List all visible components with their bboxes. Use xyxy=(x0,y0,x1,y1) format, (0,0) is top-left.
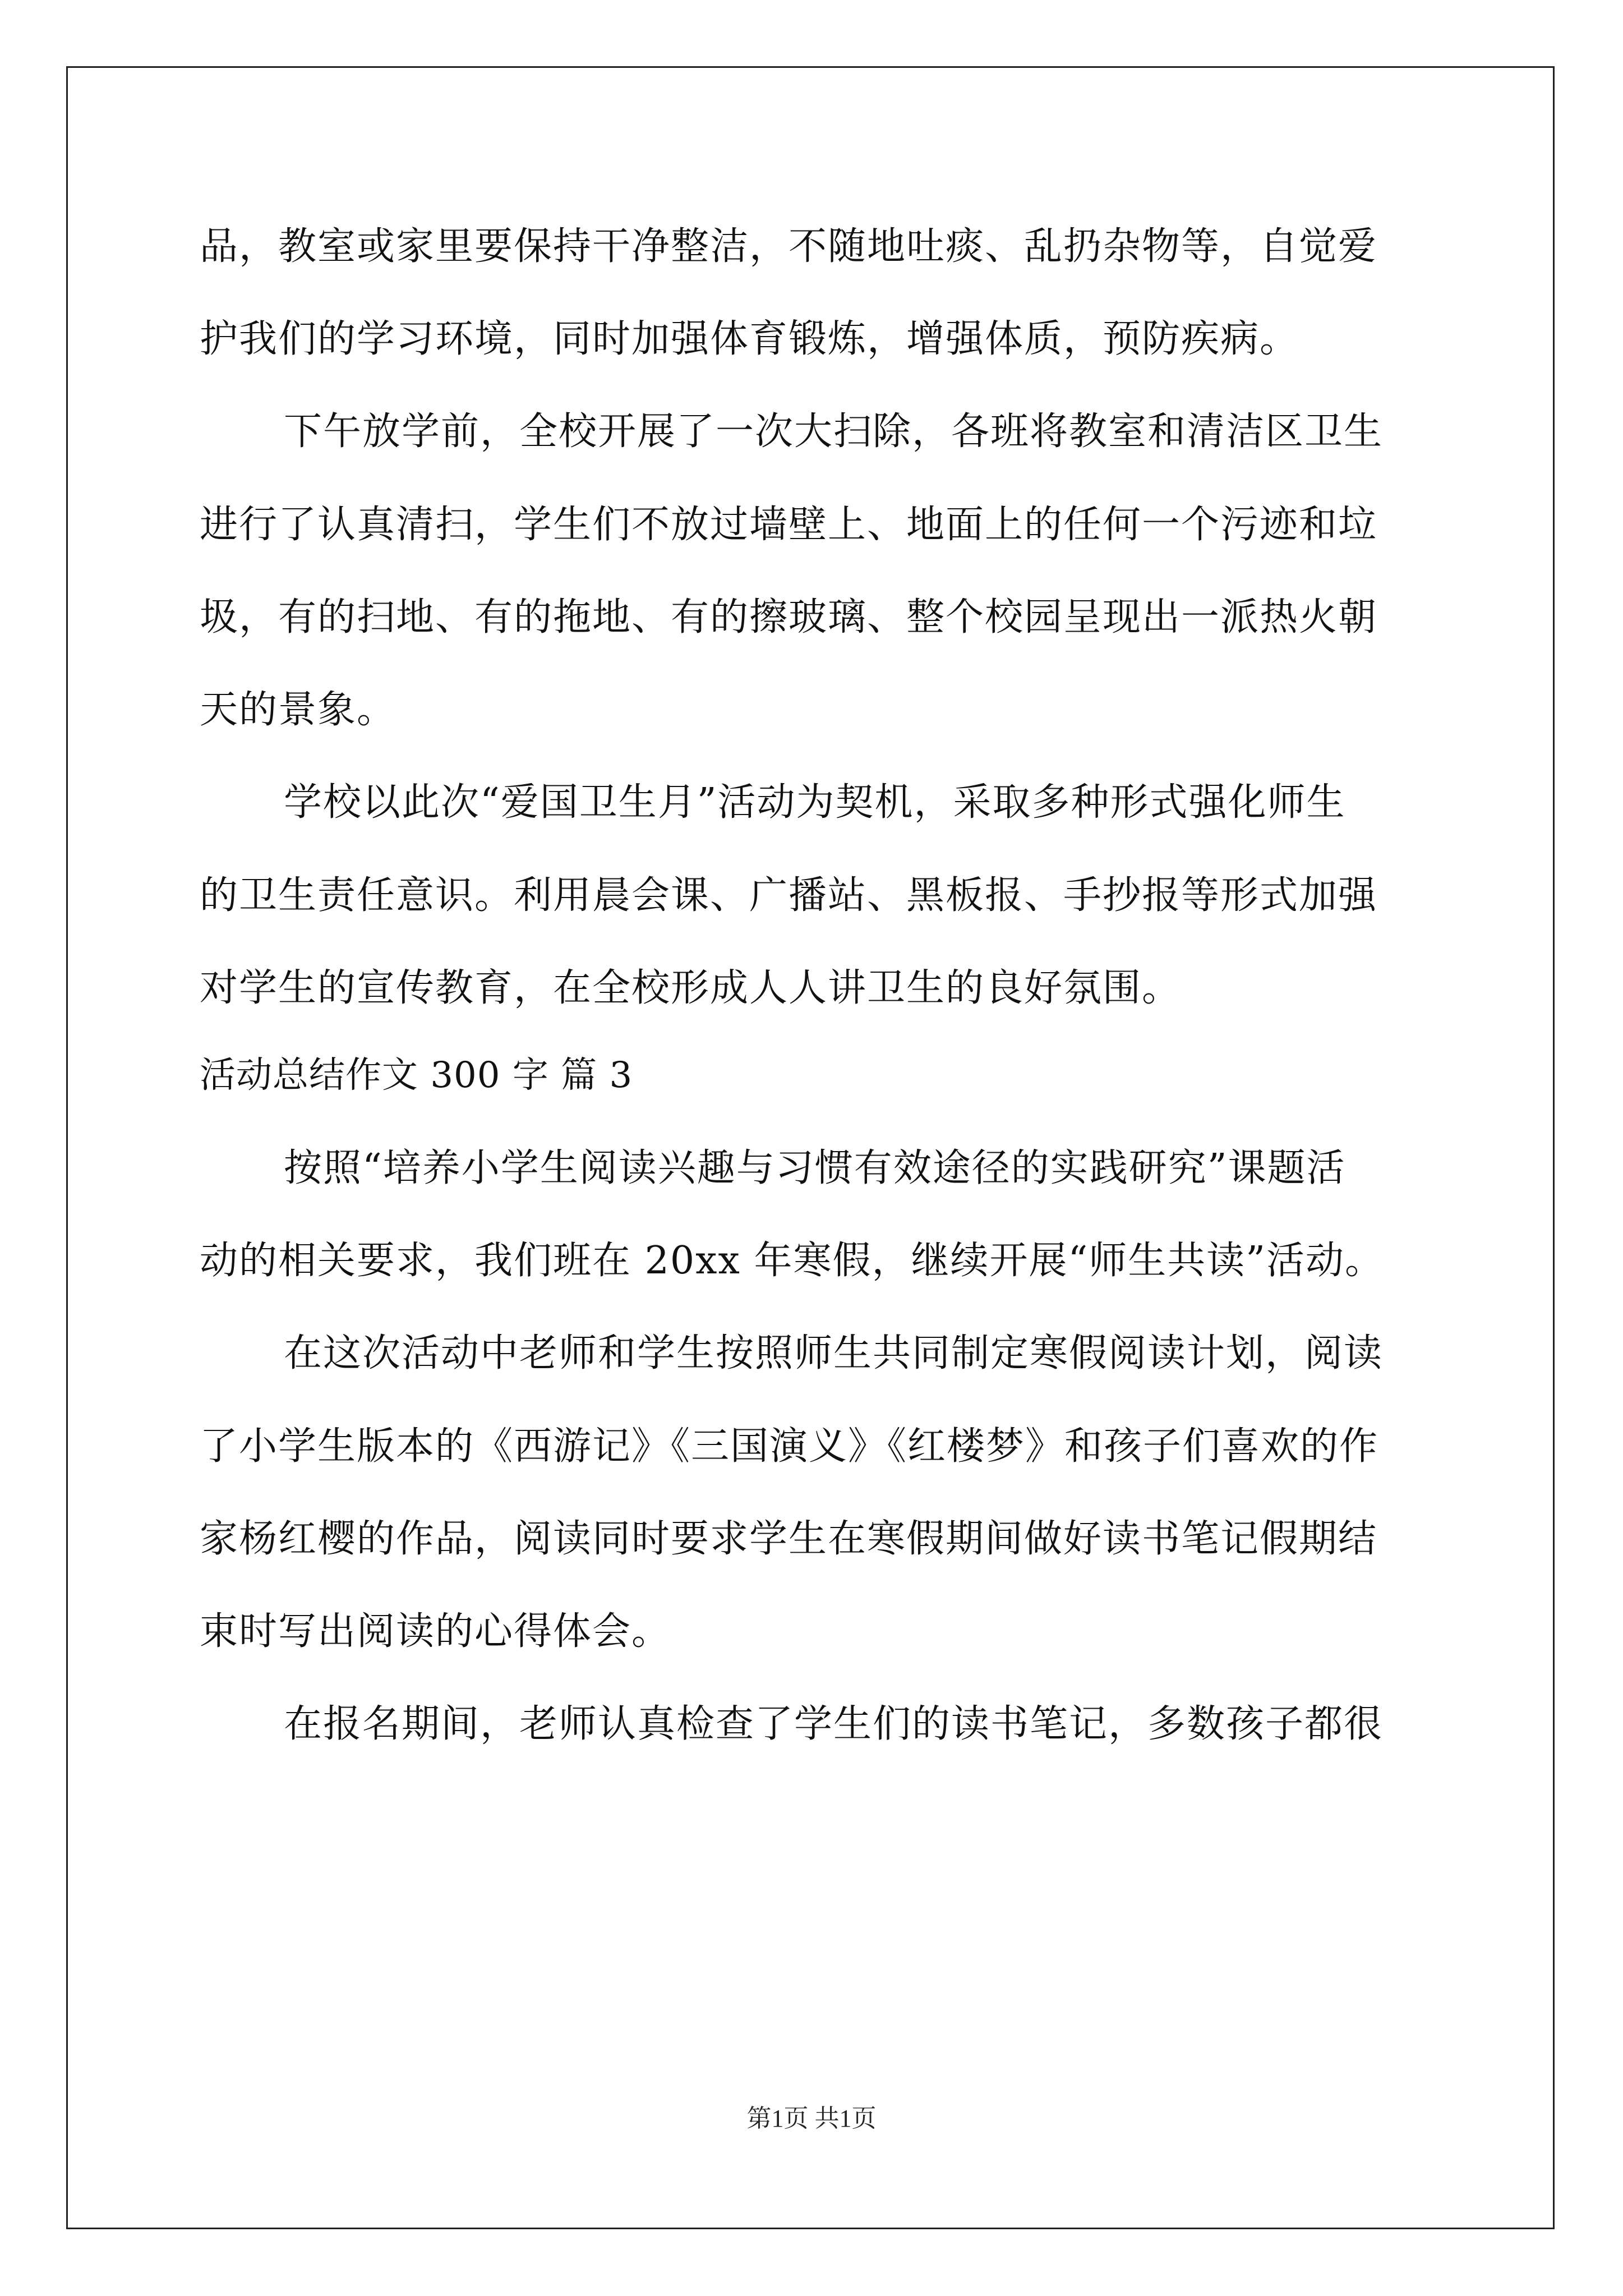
text-line: 了小学生版本的《西游记》《三国演义》《红楼梦》和孩子们喜欢的作 xyxy=(200,1424,1379,1469)
text-line: 对学生的宣传教育，在全校形成人人讲卫生的良好氛围。 xyxy=(200,966,1182,1010)
paragraph-start: 在这次活动中老师和学生按照师生共同制定寒假阅读计划，阅读 xyxy=(284,1331,1384,1375)
paragraph-start: 学校以此次“爱国卫生月”活动为契机，采取多种形式强化师生 xyxy=(284,780,1346,825)
paragraph-start: 下午放学前，全校开展了一次大扫除，各班将教室和清洁区卫生 xyxy=(284,409,1384,454)
text-line: 圾，有的扫地、有的拖地、有的擦玻璃、整个校园呈现出一派热火朝 xyxy=(200,595,1378,639)
section-heading: 活动总结作文 300 字 篇 3 xyxy=(200,1055,633,1096)
text-line: 家杨红樱的作品，阅读同时要求学生在寒假期间做好读书笔记假期结 xyxy=(200,1517,1378,1561)
text-line: 护我们的学习环境，同时加强体育锻炼，增强体质，预防疾病。 xyxy=(200,317,1299,361)
text-line: 品，教室或家里要保持干净整洁，不随地吐痰、乱扔杂物等，自觉爱 xyxy=(200,224,1378,269)
page-footer: 第1页 共1页 xyxy=(746,2105,877,2132)
text-line: 进行了认真清扫，学生们不放过墙壁上、地面上的任何一个污迹和垃 xyxy=(200,503,1378,547)
paragraph-start: 按照“培养小学生阅读兴趣与习惯有效途径的实践研究”课题活 xyxy=(284,1146,1346,1190)
text-line: 束时写出阅读的心得体会。 xyxy=(200,1609,671,1654)
text-line: 的卫生责任意识。利用晨会课、广播站、黑板报、手抄报等形式加强 xyxy=(200,873,1378,918)
text-line: 天的景象。 xyxy=(200,688,396,732)
text-line: 动的相关要求，我们班在 20xx 年寒假，继续开展“师生共读”活动。 xyxy=(200,1239,1384,1283)
paragraph-start: 在报名期间，老师认真检查了学生们的读书笔记，多数孩子都很 xyxy=(284,1702,1384,1746)
